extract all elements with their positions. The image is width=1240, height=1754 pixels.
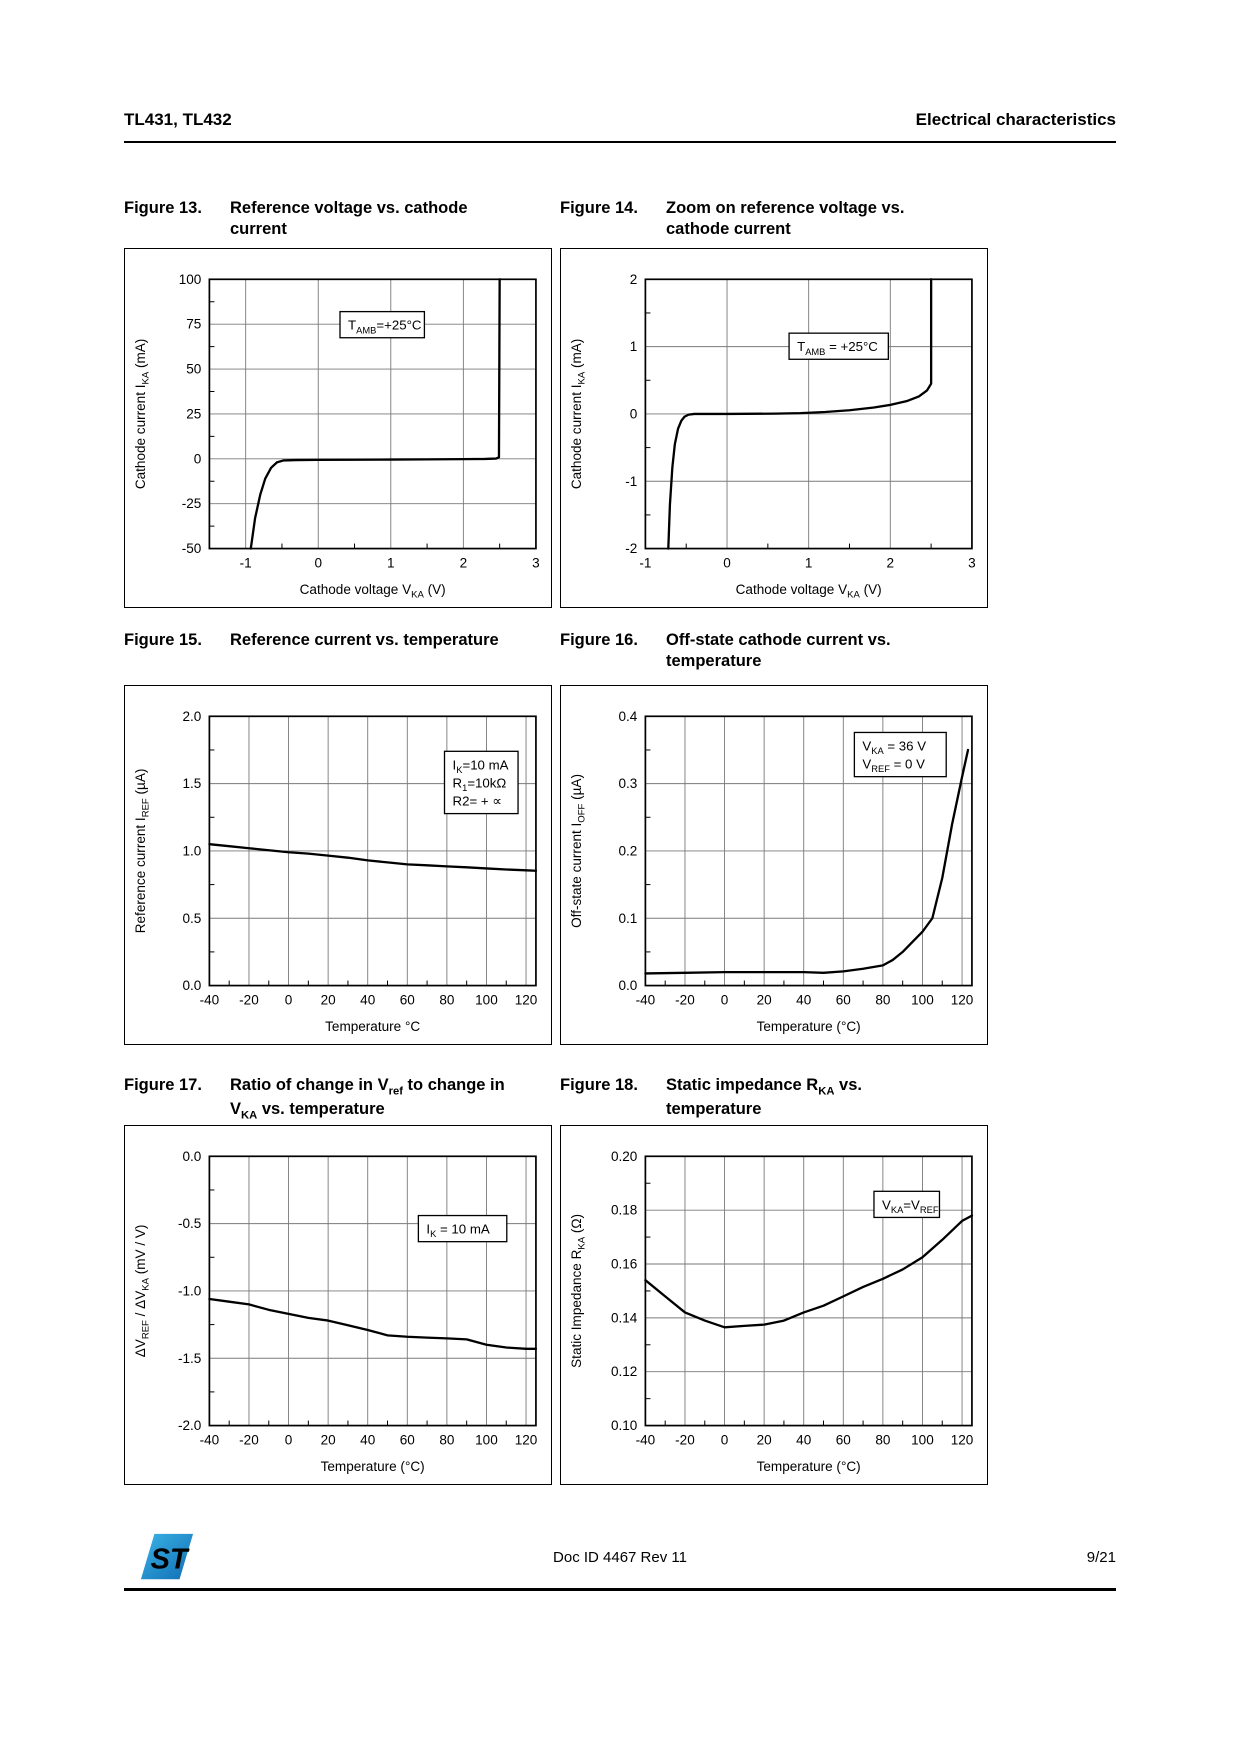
conditions-text: R2= + ∝ [452, 793, 502, 809]
x-tick-label: 40 [796, 1432, 812, 1448]
y-tick-label: -2 [625, 541, 638, 557]
y-tick-label: 1.5 [182, 776, 202, 792]
x-tick-label: 80 [875, 992, 891, 1008]
conditions-text: $I_K = 10$ mA [426, 1221, 490, 1240]
y-tick-label: 0.3 [618, 776, 638, 792]
x-tick-label: 0 [314, 555, 323, 571]
figure-16-title [560, 630, 996, 673]
x-tick-label: -1 [639, 555, 652, 571]
x-tick-label: -40 [199, 1432, 220, 1448]
y-tick-label: 0.1 [618, 910, 638, 926]
x-tick-label: 0 [284, 992, 293, 1008]
x-tick-label: 3 [532, 555, 540, 571]
x-tick-label: 0 [720, 1432, 729, 1448]
y-tick-label: 0.10 [610, 1418, 638, 1434]
x-tick-label: 0 [720, 992, 729, 1008]
y-tick-label: 0.4 [618, 708, 638, 724]
conditions-text: $I_K=10$ mA [452, 757, 509, 776]
st-logo-text: ST [150, 1543, 188, 1576]
x-tick-label: 100 [911, 992, 934, 1008]
y-tick-label: 0 [193, 451, 202, 467]
conditions-text: $T_{AMB}=+25^\circ C$ [348, 317, 422, 336]
x-tick-label: 100 [475, 992, 498, 1008]
x-tick-label: 20 [320, 1432, 336, 1448]
figure-18-chart [560, 1125, 988, 1485]
figure-14-caption: Zoom on reference voltage vs. cathode current [666, 199, 905, 239]
y-tick-label: 1.0 [182, 843, 202, 859]
figure-16-y-axis-label: Off-state current $I_{OFF}$ (µA) [569, 774, 588, 928]
figure-17-chart [124, 1125, 552, 1485]
figure-18-plot [561, 1126, 987, 1484]
figure-13-label: Figure 13. [124, 199, 202, 217]
figure-16-chart [560, 685, 988, 1045]
y-tick-label: -1 [625, 473, 638, 489]
y-tick-label: 0.5 [182, 910, 202, 926]
x-tick-label: 0 [284, 1432, 293, 1448]
figure-18-y-axis-label: Static Impedance $R_{KA}$ (Ω) [569, 1214, 588, 1368]
y-tick-label: -0.5 [178, 1216, 202, 1232]
x-tick-label: 40 [796, 992, 812, 1008]
y-tick-label: 0.0 [182, 1148, 202, 1164]
figure-18-caption: Static impedance $R_{KA}$ vs. temperature [666, 1076, 862, 1118]
figure-17-curve [209, 1299, 536, 1349]
figure-14-chart [560, 248, 988, 608]
x-tick-label: 20 [320, 992, 336, 1008]
x-tick-label: -40 [635, 992, 656, 1008]
figure-18-curve [645, 1216, 972, 1328]
figure-14-title [560, 198, 996, 241]
y-tick-label: 100 [178, 271, 202, 287]
y-tick-label: 0 [629, 406, 638, 422]
y-tick-label: -1.0 [178, 1283, 202, 1299]
y-tick-label: -2.0 [178, 1418, 202, 1434]
x-tick-label: 0 [723, 555, 731, 571]
y-tick-label: 0.12 [610, 1364, 638, 1380]
y-tick-label: 2.0 [182, 708, 202, 724]
figure-14-x-axis-label: Cathode voltage $V_{KA}$ (V) [735, 581, 882, 601]
x-tick-label: 80 [439, 1432, 455, 1448]
x-tick-label: 120 [950, 1432, 974, 1448]
figure-16-plot [561, 686, 987, 1044]
x-tick-label: -1 [239, 555, 252, 571]
figure-17-y-axis-label: $\Delta V_{REF} / \Delta V_{KA}$ (mV / V) [133, 1224, 152, 1358]
figure-18-title [560, 1075, 996, 1120]
figure-13-x-axis-label: Cathode voltage $V_{KA}$ (V) [299, 581, 446, 601]
figure-17-plot [125, 1126, 551, 1484]
x-tick-label: 20 [756, 1432, 772, 1448]
figure-15-chart [124, 685, 552, 1045]
y-tick-label: 0.18 [610, 1202, 638, 1218]
figure-15-plot [125, 686, 551, 1044]
figure-15-label: Figure 15. [124, 631, 202, 649]
figure-13-plot [125, 249, 551, 607]
x-tick-label: -20 [239, 992, 259, 1008]
y-tick-label: 0.14 [610, 1310, 638, 1326]
y-tick-label: 75 [186, 316, 202, 332]
x-tick-label: 2 [886, 555, 895, 571]
figure-17-label: Figure 17. [124, 1076, 202, 1094]
page-number: 9/21 [1086, 1549, 1116, 1566]
figure-13-caption: Reference voltage vs. cathode current [230, 199, 468, 239]
figure-14-label: Figure 14. [560, 199, 638, 217]
x-tick-label: -20 [239, 1432, 259, 1448]
footer-doc-id: Doc ID 4467 Rev 11 [553, 1549, 687, 1566]
y-tick-label: -25 [181, 496, 202, 512]
figure-15-y-axis-label: Reference current $I_{REF}$ (µA) [133, 768, 152, 934]
x-tick-label: 1 [387, 555, 395, 571]
y-tick-label: 50 [186, 361, 202, 377]
page-header [124, 110, 1116, 130]
x-tick-label: 120 [514, 992, 538, 1008]
footer-rule [124, 1588, 1116, 1591]
figure-16-label: Figure 16. [560, 631, 638, 649]
y-tick-label: 0.16 [610, 1256, 638, 1272]
x-tick-label: 120 [514, 1432, 538, 1448]
figure-14-y-axis-label: Cathode current $I_{KA}$ (mA) [569, 338, 588, 490]
conditions-text: $T_{AMB} = +25^\circ C$ [797, 339, 878, 357]
figure-17-caption: Ratio of change in $V_{ref}$ to change in $V_{KA}$ vs. temperature [230, 1076, 505, 1122]
x-tick-label: -40 [199, 992, 220, 1008]
x-tick-label: 20 [756, 992, 772, 1008]
x-tick-label: 1 [804, 555, 813, 571]
y-tick-label: 0.0 [182, 978, 202, 994]
figure-15-title [124, 630, 560, 651]
x-tick-label: 80 [875, 1432, 891, 1448]
conditions-text: $V_{KA}=V_{REF}$ [882, 1197, 939, 1216]
x-tick-label: 100 [911, 1432, 934, 1448]
y-tick-label: 1 [629, 339, 638, 355]
figure-15-curve [209, 844, 536, 871]
section-title: Electrical characteristics [915, 110, 1116, 129]
figure-18-label: Figure 18. [560, 1076, 638, 1094]
y-tick-label: 0.2 [618, 843, 638, 859]
x-tick-label: 2 [459, 555, 468, 571]
figure-16-x-axis-label: Temperature (°C) [756, 1018, 861, 1034]
x-tick-label: -20 [675, 992, 695, 1008]
figure-13-y-axis-label: Cathode current $I_{KA}$ (mA) [133, 338, 152, 490]
y-tick-label: 25 [186, 406, 202, 422]
x-tick-label: -20 [675, 1432, 695, 1448]
x-tick-label: 120 [950, 992, 974, 1008]
figure-18-x-axis-label: Temperature (°C) [756, 1458, 861, 1474]
figure-16-caption: Off-state cathode current vs. temperature [666, 631, 891, 671]
figure-17-title [124, 1075, 560, 1123]
conditions-text: $R_1=10k\Omega$ [452, 775, 507, 794]
x-tick-label: 60 [399, 1432, 415, 1448]
figure-15-caption: Reference current vs. temperature [230, 631, 499, 649]
header-rule [124, 141, 1116, 143]
conditions-text: $V_{KA} = 36$ V [862, 738, 927, 757]
figure-14-plot [561, 249, 987, 607]
x-tick-label: 60 [835, 992, 851, 1008]
conditions-text: $V_{REF} = 0$ V [862, 756, 925, 775]
x-tick-label: 40 [360, 992, 376, 1008]
x-tick-label: 60 [399, 992, 415, 1008]
y-tick-label: 2 [629, 271, 638, 287]
figure-15-x-axis-label: Temperature °C [325, 1018, 421, 1034]
x-tick-label: -40 [635, 1432, 656, 1448]
y-tick-label: 0.20 [610, 1148, 638, 1164]
y-tick-label: 0.0 [618, 978, 638, 994]
figure-17-x-axis-label: Temperature (°C) [320, 1458, 425, 1474]
figure-13-chart [124, 248, 552, 608]
x-tick-label: 40 [360, 1432, 376, 1448]
y-tick-label: -50 [181, 541, 202, 557]
x-tick-label: 3 [968, 555, 976, 571]
figure-13-title [124, 198, 560, 241]
x-tick-label: 60 [835, 1432, 851, 1448]
doc-title: TL431, TL432 [124, 110, 232, 129]
y-tick-label: -1.5 [178, 1350, 202, 1366]
x-tick-label: 100 [475, 1432, 498, 1448]
x-tick-label: 80 [439, 992, 455, 1008]
